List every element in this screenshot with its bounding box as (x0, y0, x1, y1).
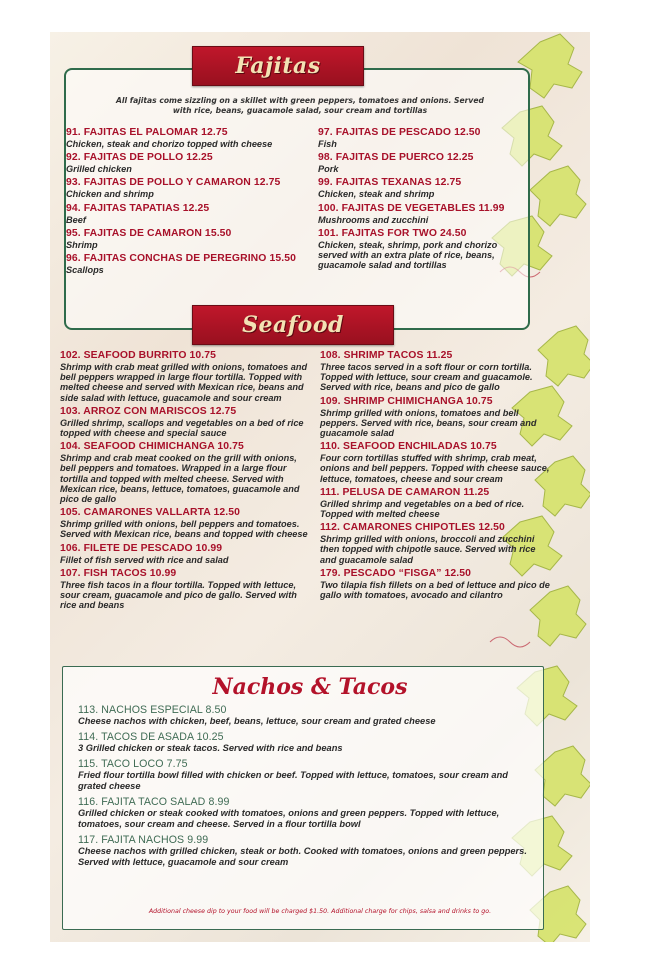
fajitas-note: All fajitas come sizzling on a skillet with green peppers, tomatoes and onions. Served with rice, beans, guacamole salad, sour cream and tortillas (116, 96, 484, 115)
menu-item (78, 758, 528, 792)
item-title: 101. FAJITAS FOR TWO 24.50 (318, 227, 467, 239)
item-title: 100. FAJITAS DE VEGETABLES 11.99 (318, 202, 505, 214)
item-description: Shrimp grilled with onions, tomatoes and bell peppers. Served with rice, beans, sour cream and guacamole salad (320, 407, 537, 439)
item-description: Shrimp grilled with onions, bell peppers and tomatoes. Served with Mexican rice, beans and topped with cheese (60, 519, 308, 540)
item-title: 114. TACOS DE ASADA 10.25 (78, 731, 224, 743)
menu-item (320, 441, 550, 484)
item-description: Chicken, steak and chorizo topped with cheese (66, 139, 273, 149)
menu-item (78, 704, 528, 727)
item-title: 109. SHRIMP CHIMICHANGA 10.75 (320, 395, 493, 407)
item-description: Chicken, steak, shrimp, pork and chorizo served with an extra plate of rice, beans, guacamole salad and tortillas (318, 239, 498, 271)
item-title: 110. SEAFOOD ENCHILADAS 10.75 (320, 441, 497, 453)
seafood-section-title: Seafood (192, 305, 394, 345)
menu-item (318, 203, 528, 225)
seafood-left-column (60, 350, 310, 613)
item-title: 111. PELUSA DE CAMARON 11.25 (320, 486, 490, 498)
menu-item (60, 568, 310, 611)
item-title: 115. TACO LOCO 7.75 (78, 758, 188, 770)
item-title: 108. SHRIMP TACOS 11.25 (320, 350, 453, 361)
item-title: 116. FAJITA TACO SALAD 8.99 (78, 796, 230, 808)
item-description: Fish (318, 139, 337, 149)
item-title: 95. FAJITAS DE CAMARON 15.50 (66, 227, 232, 239)
item-description: Mushrooms and zucchini (318, 214, 429, 225)
menu-item (60, 441, 310, 504)
menu-item (66, 253, 316, 275)
menu-item (60, 406, 310, 438)
menu-item (318, 152, 528, 174)
item-title: 92. FAJITAS DE POLLO 12.25 (66, 152, 213, 164)
seafood-right-column (320, 350, 550, 603)
menu-item (320, 522, 550, 565)
item-title: 105. CAMARONES VALLARTA 12.50 (60, 507, 240, 519)
menu-item (78, 731, 528, 754)
item-title: 91. FAJITAS EL PALOMAR 12.75 (66, 127, 228, 138)
menu-item (320, 568, 550, 600)
menu-item (60, 543, 310, 565)
item-description: Three fish tacos in a flour tortilla. Topped with lettuce, sour cream, guacamole and pico de gallo. Served with rice and beans (60, 579, 297, 611)
item-title: 117. FAJITA NACHOS 9.99 (78, 834, 209, 846)
menu-item (60, 350, 310, 403)
item-description: Cheese nachos with chicken, beef, beans, lettuce, sour cream and grated cheese (78, 716, 436, 726)
item-description: Shrimp and crab meat cooked on the grill with onions, bell peppers and tomatoes. Wrapped in a large flour tortilla and topped with melted cheese. Served with Mexican rice, beans, lettuce, tomatoes, guacamole and pico de gallo (60, 453, 300, 505)
item-description: Shrimp with crab meat grilled with onions, tomatoes and bell peppers wrapped in large flour tortilla. Topped with melted cheese and served with Mexican rice, beans and side salad with lettuce, guacamole and sour cream (60, 362, 308, 403)
item-title: 112. CAMARONES CHIPOTLES 12.50 (320, 522, 505, 534)
fajitas-section-title: Fajitas (192, 46, 364, 86)
menu-item (318, 127, 528, 149)
menu-item (66, 152, 316, 174)
menu-item (60, 507, 310, 539)
item-description: Pork (318, 164, 339, 175)
menu-page (50, 32, 590, 942)
item-title: 107. FISH TACOS 10.99 (60, 567, 177, 579)
item-title: 103. ARROZ CON MARISCOS 12.75 (60, 405, 237, 417)
item-description: Three tacos served in a soft flour or corn tortilla. Topped with lettuce, sour cream and guacamole. Served with rice, beans and pico de gallo (320, 362, 533, 393)
item-description: Shrimp (66, 239, 98, 250)
menu-item (66, 228, 316, 250)
item-description: Grilled chicken (66, 164, 132, 175)
item-title: 102. SEAFOOD BURRITO 10.75 (60, 350, 217, 361)
menu-item (66, 203, 316, 225)
item-description: Four corn tortillas stuffed with shrimp, crab meat, onions and bell peppers. Topped with cheese sauce, lettuce, tomatoes, cheese and sour cream (320, 453, 550, 484)
item-description: Fillet of fish served with rice and salad (60, 554, 229, 565)
item-description: Two tilapia fish fillets on a bed of lettuce and pico de gallo with tomatoes, avocado and cilantro (320, 579, 550, 601)
item-description: Scallops (66, 265, 104, 276)
item-description: Chicken, steak and shrimp (318, 189, 435, 200)
menu-item (66, 127, 316, 149)
item-title: 104. SEAFOOD CHIMICHANGA 10.75 (60, 441, 244, 453)
item-title: 98. FAJITAS DE PUERCO 12.25 (318, 152, 474, 164)
item-description: Grilled shrimp, scallops and vegetables on a bed of rice topped with cheese and special sauce (60, 417, 304, 439)
item-title: 99. FAJITAS TEXANAS 12.75 (318, 177, 462, 189)
menu-item (318, 177, 528, 199)
menu-item (66, 177, 316, 199)
item-title: 106. FILETE DE PESCADO 10.99 (60, 542, 223, 554)
item-description: Grilled chicken or steak cooked with tomatoes, onions and green peppers. Topped with lettuce, tomatoes, sour cream and cheese. Served in a flour tortilla bowl (78, 808, 500, 829)
item-title: 96. FAJITAS CONCHAS DE PEREGRINO 15.50 (66, 253, 296, 265)
menu-item (78, 834, 528, 868)
item-description: Grilled shrimp and vegetables on a bed of rice. Topped with melted cheese (320, 498, 525, 520)
menu-item (78, 796, 528, 830)
fajitas-left-column (66, 127, 316, 278)
menu-item (320, 487, 550, 519)
item-title: 93. FAJITAS DE POLLO Y CAMARON 12.75 (66, 177, 281, 189)
item-title: 94. FAJITAS TAPATIAS 12.25 (66, 202, 210, 214)
nachos-section-title: Nachos & Tacos (212, 674, 408, 700)
item-title: 113. NACHOS ESPECIAL 8.50 (78, 704, 227, 716)
item-description: Beef (66, 214, 86, 225)
item-description: Shrimp grilled with onions, broccoli and zucchini then topped with chipotle sauce. Served with rice and guacamole salad (320, 534, 536, 565)
item-description: 3 Grilled chicken or steak tacos. Served with rice and beans (78, 743, 343, 753)
fajitas-right-column (318, 127, 528, 273)
item-description: Chicken and shrimp (66, 189, 154, 200)
nachos-column (78, 704, 528, 872)
item-title: 97. FAJITAS DE PESCADO 12.50 (318, 127, 481, 138)
footer-note: Additional cheese dip to your food will be charged $1.50. Additional charge for chips, salsa and drinks to go. (148, 908, 492, 915)
item-description: Fried flour tortilla bowl filled with chicken or beef. Topped with lettuce, tomatoes, sour cream and grated cheese (78, 770, 508, 791)
item-description: Cheese nachos with grilled chicken, steak or both. Cooked with tomatoes, onions and green peppers. Served with lettuce, guacamole and sour cream (78, 846, 527, 867)
menu-item (320, 350, 550, 393)
menu-item (318, 228, 528, 271)
menu-item (320, 396, 550, 439)
item-title: 179. PESCADO “FISGA” 12.50 (320, 567, 472, 579)
